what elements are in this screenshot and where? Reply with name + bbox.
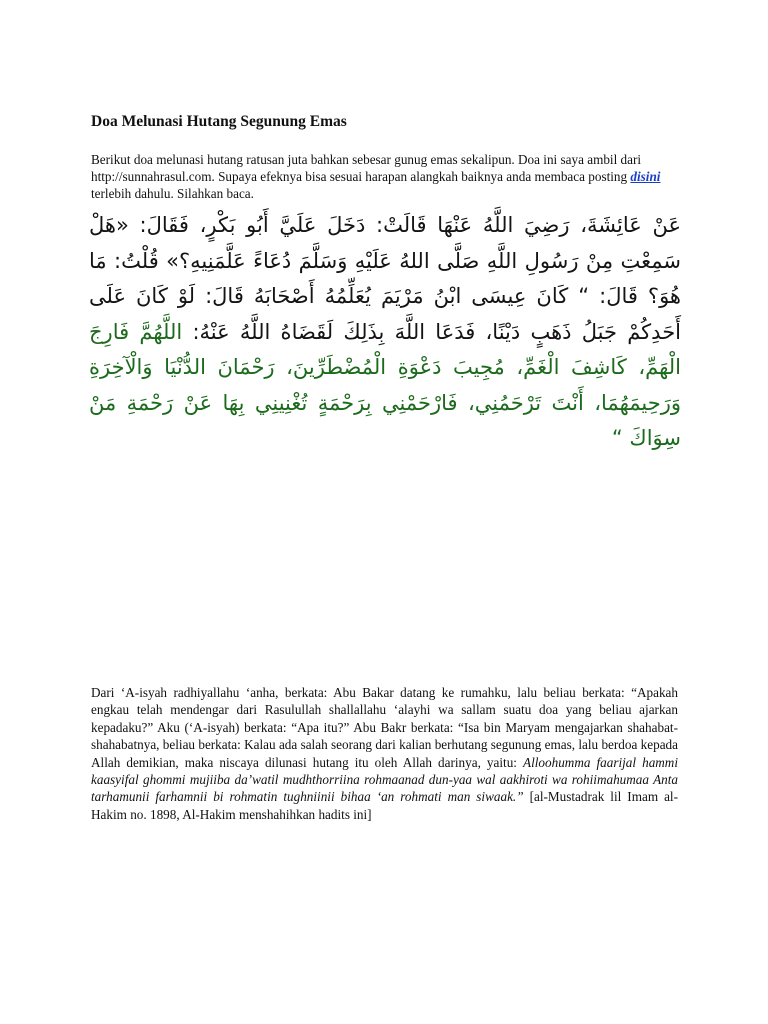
hadith-source: [al-Mustadrak lil Imam al-Hakim no. 1898, Al-Hakim menshahihkan hadits ini] <box>91 789 678 822</box>
intro-text: Berikut doa melunasi hutang ratusan juta bahkan sebesar gunug emas sekalipun. Doa ini saya ambil dari http://sunnahrasul.com. Supaya efeknya bisa sesuai harapan alangkah baiknya anda membaca posting <box>91 152 642 184</box>
translation-text: Dari ‘A-isyah radhiyallahu ‘anha, berkata: Abu Bakar datang ke rumahku, lalu beliau berkata: “Apakah engkau telah mendengar dari Rasulullah shallallahu ‘alayhi wa sallam suatu doa yang beliau ajarkan kepadaku?” Aku (‘A-isyah) berkata: “Apa itu?” Abu Bakr berkata: “Isa bin Maryam mengajarkan shahabat-shahabatnya, beliau berkata: Kalau ada salah seorang dari kalian berhutang segunung emas, lalu berdoa kepada Allah demikian, maka niscaya dilunasi hutang itu oleh Allah darinya, yaitu: <box>91 685 678 770</box>
arabic-hadith <box>89 208 681 457</box>
page-title: Doa Melunasi Hutang Segunung Emas <box>91 113 347 130</box>
document-page <box>89 0 682 1024</box>
intro-paragraph <box>91 151 671 202</box>
translation-paragraph <box>91 684 678 823</box>
arabic-narration: عَنْ عَائِشَةَ، رَضِيَ اللَّهُ عَنْهَا قَالَتْ: دَخَلَ عَلَيَّ أَبُو بَكْرٍ، فَقَالَ: «هَلْ سَمِعْتِ مِنْ رَسُولِ اللَّهِ صَلَّى اللهُ عَلَيْهِ وَسَلَّمَ دُعَاءً عَلَّمَنِيهِ؟» قُلْتُ: مَا هُوَ؟ قَالَ: “ كَانَ عِيسَى ابْنُ مَرْيَمَ يُعَلِّمُهُ أَصْحَابَهُ قَالَ: لَوْ كَانَ عَلَى أَحَدِكُمْ جَبَلُ ذَهَبٍ دَيْنًا، فَدَعَا اللَّهَ بِذَلِكَ لَقَضَاهُ اللَّهُ عَنْهُ: <box>89 213 682 344</box>
disini-link[interactable]: disini <box>630 169 661 184</box>
doa-latin-text: Alloohumma faarijal hammi kaasyifal ghommi mujiiba da’watil mudhthorriina rohmaanad dun-yaa wal aakhiroti wa rohiimahumaa Anta tarhamunii farhamnii bi rohmatin tughniinii bihaa ‘an rohmati man siwaak.” <box>91 754 678 805</box>
intro-text-end: terlebih dahulu. Silahkan baca. <box>91 186 254 201</box>
arabic-prayer: اللَّهُمَّ فَارِجَ الْهَمِّ، كَاشِفَ الْغَمِّ، مُجِيبَ دَعْوَةِ الْمُضْطَرِّينَ، رَحْمَانَ الدُّنْيَا وَالْآخِرَةِ وَرَحِيمَهُمَا، أَنْتَ تَرْحَمُنِي، فَارْحَمْنِي بِرَحْمَةٍ تُغْنِينِي بِهَا عَنْ رَحْمَةِ مَنْ سِوَاكَ “ <box>89 319 681 450</box>
